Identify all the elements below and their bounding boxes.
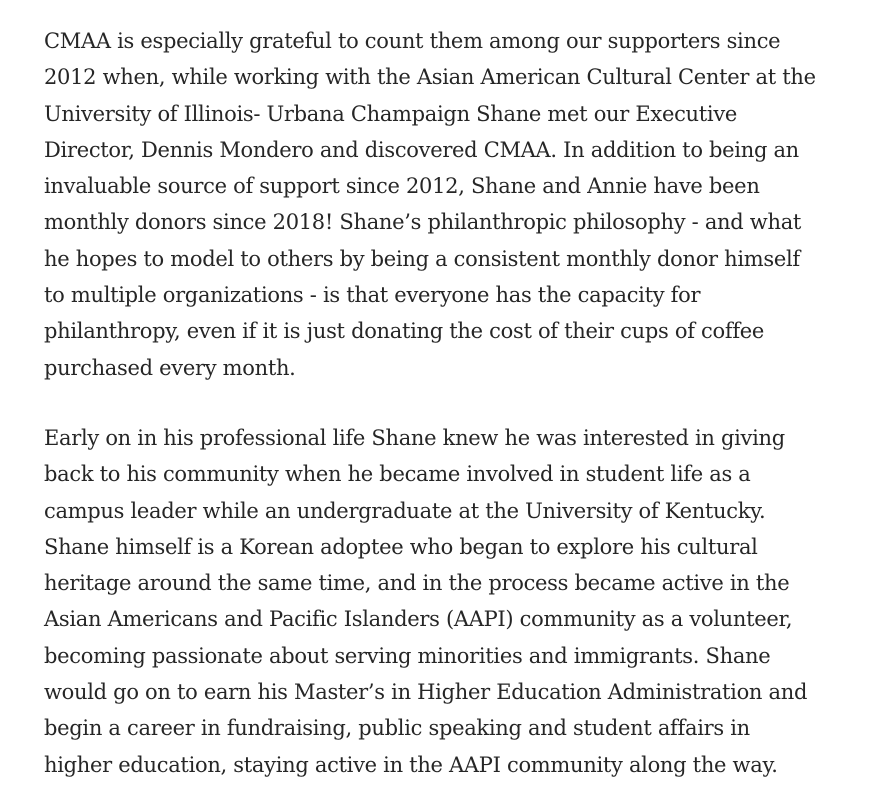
paragraph-line: Asian Americans and Pacific Islanders (AAPI) community as a volunteer, (44, 607, 793, 632)
paragraph-line: campus leader while an undergraduate at the University of Kentucky. (44, 498, 766, 523)
paragraph-line: invaluable source of support since 2012, Shane and Annie have been (44, 174, 760, 199)
paragraph-line: back to his community when he became involved in student life as a (44, 462, 751, 487)
paragraph-line: Early on in his professional life Shane knew he was interested in giving (44, 426, 785, 450)
paragraph-line: begin a career in fundraising, public speaking and student affairs in (44, 716, 750, 741)
paragraph-line: purchased every month. (44, 355, 296, 380)
paragraph-line: Shane himself is a Korean adoptee who began to explore his cultural (44, 534, 758, 559)
paragraph-line: to multiple organizations - is that everyone has the capacity for (44, 283, 701, 308)
paragraph-line: becoming passionate about serving minorities and immigrants. Shane (44, 643, 771, 668)
paragraph-line: monthly donors since 2018! Shane’s philanthropic philosophy - and what (44, 210, 802, 235)
paragraph-line: higher education, staying active in the AAPI community along the way. (44, 752, 778, 777)
paragraph-line: he hopes to model to others by being a consistent monthly donor himself (44, 246, 800, 271)
paragraph-line: CMAA is especially grateful to count them among our supporters since (44, 29, 781, 53)
paragraph-line: philanthropy, even if it is just donating the cost of their cups of coffee (44, 319, 765, 344)
paragraph-supporters (44, 23, 854, 386)
paragraph-line: heritage around the same time, and in the process became active in the (44, 571, 790, 596)
paragraph-line: Director, Dennis Mondero and discovered CMAA. In addition to being an (44, 137, 799, 162)
paragraph-career (44, 420, 854, 783)
paragraph-line: 2012 when, while working with the Asian American Cultural Center at the (44, 65, 816, 90)
paragraph-line: would go on to earn his Master’s in Higher Education Administration and (44, 680, 808, 705)
paragraph-line: University of Illinois- Urbana Champaign Shane met our Executive (44, 101, 738, 126)
